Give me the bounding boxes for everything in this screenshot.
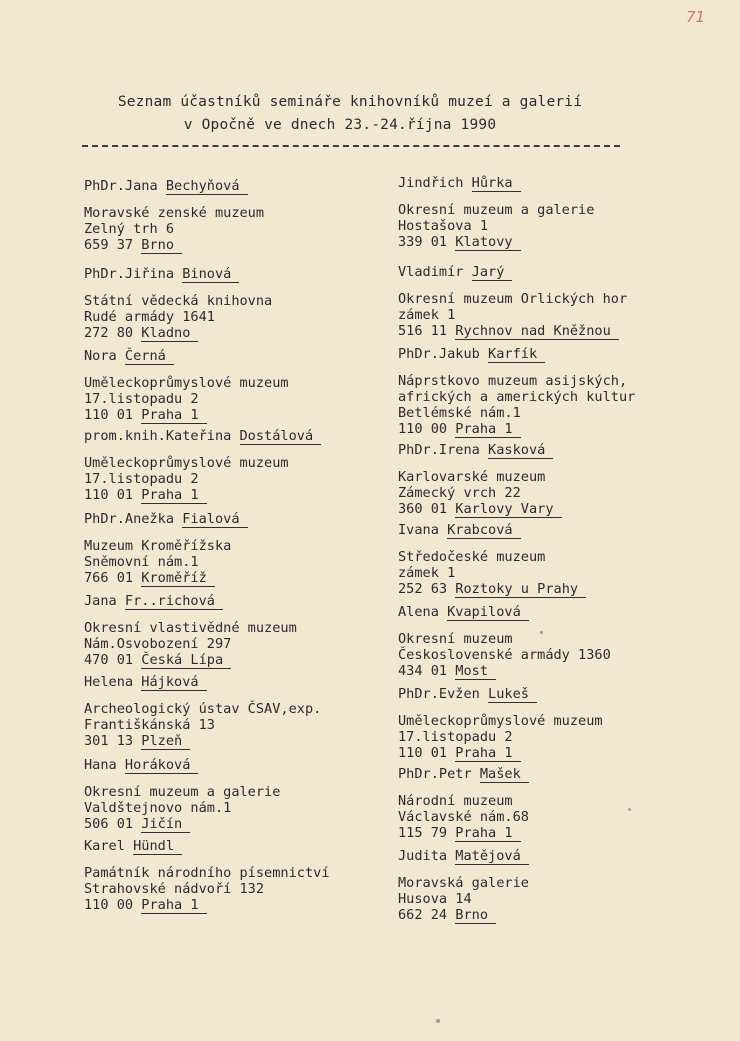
participant-prefix: Nora: [84, 348, 125, 364]
address-line: Husova 14: [398, 891, 472, 907]
participant-prefix: Jindřich: [398, 175, 472, 191]
participant-name: [84, 266, 272, 282]
address-line: Hostašova 1: [398, 218, 489, 234]
address-line: Muzeum Kroměřížska: [84, 538, 232, 554]
participant-prefix: Karel: [84, 838, 134, 854]
participant-name: [84, 348, 289, 364]
participant-prefix: prom.knih.Kateřina: [84, 428, 240, 444]
postal-code: 766 01: [84, 570, 142, 586]
participant-entry: [84, 838, 330, 913]
address-line: 17.listopadu 2: [398, 729, 513, 745]
postal-code: 252 63: [398, 581, 456, 597]
postal-line: [84, 897, 330, 913]
participant-name: [398, 522, 586, 538]
participant-prefix: PhDr.Jiřina: [84, 266, 183, 282]
city: Roztoky u Prahy: [455, 581, 586, 598]
participant-prefix: Judita: [398, 848, 456, 864]
address-line: Sněmovní nám.1: [84, 554, 199, 570]
postal-line: [398, 234, 594, 250]
postal-line: [84, 816, 280, 832]
city: Praha 1: [455, 421, 520, 438]
participant-surname: Černá: [125, 348, 174, 365]
address-line: Okresní vlastivědné muzeum: [84, 620, 297, 636]
address-line: Strahovské nádvoří 132: [84, 881, 265, 897]
participant-surname: Jarý: [472, 264, 513, 281]
address-line: Moravská galerie: [398, 875, 529, 891]
participant-prefix: PhDr.Irena: [398, 442, 489, 458]
participant-surname: Lukeš: [488, 686, 537, 703]
address-line: Uměleckoprůmyslové muzeum: [84, 455, 289, 471]
address-line: Uměleckoprůmyslové muzeum: [398, 713, 603, 729]
participant-prefix: PhDr.Petr: [398, 766, 480, 782]
document-title: Seznam účastníků semináře knihovníků muzeí a galerií: [117, 94, 583, 110]
postal-line: [398, 825, 529, 841]
city: Praha 1: [455, 825, 520, 842]
participant-entry: [84, 178, 264, 253]
participant-prefix: Alena: [398, 604, 448, 620]
participant-name: [398, 175, 594, 191]
postal-code: 506 01: [84, 816, 142, 832]
participant-name: [398, 264, 627, 280]
participant-surname: Matějová: [455, 848, 528, 865]
participant-entry: [398, 604, 611, 679]
postal-code: 110 00: [84, 897, 142, 913]
participant-prefix: Helena: [84, 674, 142, 690]
address-line: Státní vědecká knihovna: [84, 293, 273, 309]
address-line: zámek 1: [398, 565, 456, 581]
participant-name: [84, 593, 297, 609]
participant-entry: [84, 266, 272, 341]
postal-line: [398, 663, 611, 679]
paper-speck: [540, 631, 543, 634]
participant-surname: Hündl: [133, 838, 182, 855]
postal-code: 301 13: [84, 733, 142, 749]
participant-entry: [84, 674, 321, 749]
paper-speck: [436, 1019, 440, 1023]
participant-prefix: PhDr.Anežka: [84, 511, 183, 527]
participant-surname: Bechyňová: [166, 178, 248, 195]
postal-code: 110 00: [398, 421, 456, 437]
participant-surname: Fialová: [182, 511, 247, 528]
paper-speck: [628, 808, 631, 811]
address-line: Václavské nám.68: [398, 809, 529, 825]
city: Česká Lípa: [141, 652, 231, 669]
postal-code: 110 01: [398, 745, 456, 761]
participant-surname: Hůrka: [472, 175, 521, 192]
address-line: Archeologický ústav ČSAV,exp.: [84, 701, 322, 717]
address-line: Československé armády 1360: [398, 647, 611, 663]
address-line: Valdštejnovo nám.1: [84, 800, 232, 816]
city: Praha 1: [141, 897, 206, 914]
postal-code: 360 01: [398, 501, 456, 517]
participant-entry: [398, 175, 594, 250]
address-line: Betlémské nám.1: [398, 405, 521, 421]
participant-entry: [398, 264, 627, 339]
address-line: afrických a amerických kultur: [398, 389, 636, 405]
address-line: Středočeské muzeum: [398, 549, 546, 565]
participant-entry: [398, 848, 529, 923]
postal-line: [84, 237, 264, 253]
participant-prefix: PhDr.Evžen: [398, 686, 489, 702]
document-subtitle: v Opočně ve dnech 23.-24.října 1990: [183, 117, 497, 133]
postal-code: 110 01: [84, 407, 142, 423]
participant-entry: [84, 348, 289, 423]
address-line: Památník národního písemnictví: [84, 865, 330, 881]
participant-entry: [84, 428, 321, 503]
dashed-separator: [82, 145, 620, 147]
participant-surname: Fr..richová: [125, 593, 223, 610]
participant-surname: Krabcová: [447, 522, 520, 539]
postal-line: [84, 570, 248, 586]
postal-code: 434 01: [398, 663, 456, 679]
address-line: 17.listopadu 2: [84, 391, 199, 407]
participant-name: [398, 848, 529, 864]
city: Karlovy Vary: [455, 501, 561, 518]
participant-entry: [84, 511, 248, 586]
address-line: Okresní muzeum a galerie: [84, 784, 281, 800]
city: Praha 1: [455, 745, 520, 762]
participant-name: [84, 838, 330, 854]
participant-name: [398, 346, 635, 362]
address-line: Okresní muzeum a galerie: [398, 202, 595, 218]
postal-code: 115 79: [398, 825, 456, 841]
address-line: Uměleckoprůmyslové muzeum: [84, 375, 289, 391]
participant-name: [84, 428, 321, 444]
participant-name: [398, 766, 529, 782]
participant-name: [84, 757, 280, 773]
city: Jičín: [141, 816, 190, 833]
participant-surname: Karfík: [488, 346, 545, 363]
address-line: Okresní muzeum: [398, 631, 513, 647]
address-line: Moravské zenské muzeum: [84, 205, 265, 221]
postal-line: [84, 407, 289, 423]
postal-code: 470 01: [84, 652, 142, 668]
address-line: Nám.Osvobození 297: [84, 636, 232, 652]
participant-surname: Kasková: [488, 442, 553, 459]
participant-entry: [84, 593, 297, 668]
participant-prefix: Hana: [84, 757, 125, 773]
city: Praha 1: [141, 487, 206, 504]
postal-code: 659 37: [84, 237, 142, 253]
participant-surname: Dostálová: [240, 428, 322, 445]
postal-line: [398, 421, 635, 437]
participant-entry: [398, 766, 529, 841]
postal-line: [398, 501, 562, 517]
address-line: Františkánská 13: [84, 717, 215, 733]
city: Praha 1: [141, 407, 206, 424]
address-line: Náprstkovo muzeum asijských,: [398, 373, 628, 389]
address-line: Rudé armády 1641: [84, 309, 215, 325]
participant-surname: Kvapilová: [447, 604, 529, 621]
postal-line: [398, 581, 586, 597]
participant-prefix: PhDr.Jakub: [398, 346, 489, 362]
page-number: 71: [686, 8, 706, 26]
city: Rychnov nad Kněžnou: [455, 323, 619, 340]
city: Brno: [455, 907, 496, 924]
participant-entry: [84, 757, 280, 832]
participant-name: [84, 674, 321, 690]
city: Most: [455, 663, 496, 680]
city: Plzeň: [141, 733, 190, 750]
postal-line: [84, 325, 272, 341]
address-line: Karlovarské muzeum: [398, 469, 546, 485]
participant-prefix: Jana: [84, 593, 125, 609]
address-line: Okresní muzeum Orlických hor: [398, 291, 628, 307]
postal-code: 339 01: [398, 234, 456, 250]
postal-code: 516 11: [398, 323, 456, 339]
city: Brno: [141, 237, 182, 254]
participant-surname: Horáková: [125, 757, 198, 774]
city: Kroměříž: [141, 570, 214, 587]
address-line: Zámecký vrch 22: [398, 485, 521, 501]
postal-line: [398, 745, 603, 761]
postal-code: 110 01: [84, 487, 142, 503]
participant-entry: [398, 686, 603, 761]
address-line: zámek 1: [398, 307, 456, 323]
address-line: Zelný trh 6: [84, 221, 175, 237]
address-line: Národní muzeum: [398, 793, 513, 809]
postal-code: 662 24: [398, 907, 456, 923]
participant-name: [398, 604, 611, 620]
city: Kladno: [141, 325, 198, 342]
participant-surname: Hájková: [141, 674, 206, 691]
participant-name: [84, 511, 248, 527]
participant-entry: [398, 346, 635, 437]
participant-surname: Binová: [182, 266, 239, 283]
postal-line: [398, 907, 529, 923]
participant-prefix: Vladimír: [398, 264, 472, 280]
participant-prefix: PhDr.Jana: [84, 178, 166, 194]
address-line: 17.listopadu 2: [84, 471, 199, 487]
participant-surname: Mašek: [480, 766, 529, 783]
participant-prefix: Ivana: [398, 522, 448, 538]
postal-code: 272 80: [84, 325, 142, 341]
participant-entry: [398, 442, 562, 517]
postal-line: [84, 733, 321, 749]
postal-line: [84, 487, 321, 503]
postal-line: [398, 323, 627, 339]
participant-entry: [398, 522, 586, 597]
participant-name: [398, 442, 562, 458]
participant-name: [398, 686, 603, 702]
city: Klatovy: [455, 234, 520, 251]
participant-name: [84, 178, 264, 194]
postal-line: [84, 652, 297, 668]
